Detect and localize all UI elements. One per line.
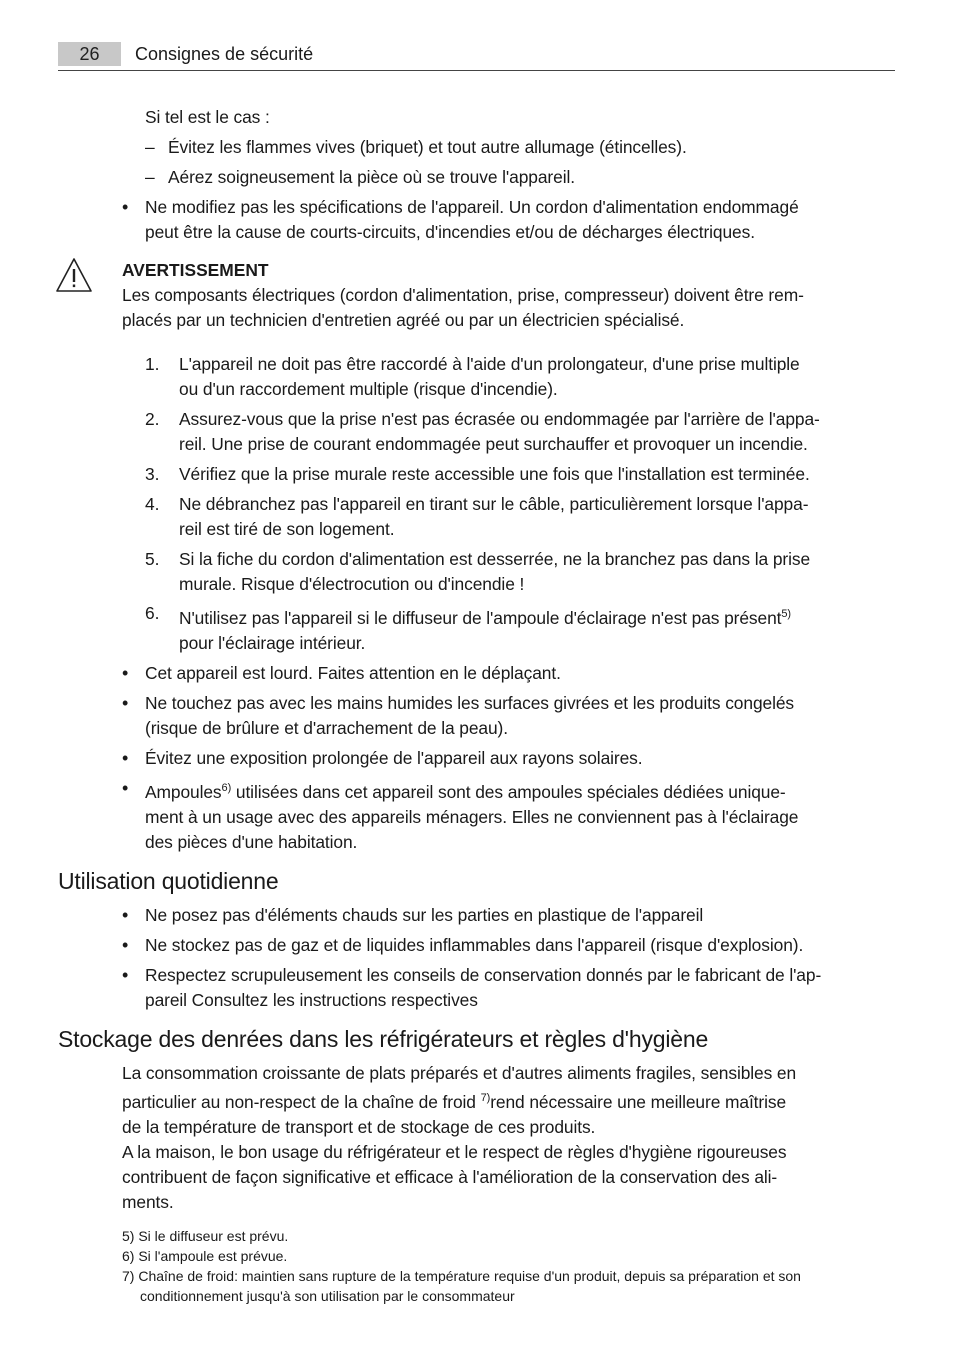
footnote-ref-7: 7) [480,1092,491,1105]
bullet-marker: • [122,905,129,925]
bullet-bulbs-line-2: ment à un usage avec des appareils ménagers. Elles ne conviennent pas à l'éclairage [145,807,799,827]
bullet-heavy: Cet appareil est lourd. Faites attention en le déplaçant. [145,663,561,683]
storage-para-2-line-2: contribuent de façon significative et efficace à l'amélioration de la conservation des ali- [122,1167,778,1187]
numbered-item-6-line-1 [179,606,791,631]
list-number: 5. [145,549,160,569]
dash-marker: – [145,137,155,157]
storage-text-a: particulier au non-respect de la chaîne de froid [122,1092,481,1112]
footnote-5: 5) Si le diffuseur est prévu. [122,1228,289,1244]
intro-dash-1: Évitez les flammes vives (briquet) et tout autre allumage (étincelles). [168,137,687,157]
page-number: 26 [58,42,121,66]
section-title-daily-use: Utilisation quotidienne [58,868,279,894]
numbered-item-2-line-1: Assurez-vous que la prise n'est pas écrasée ou endommagée par l'arrière de l'appa- [179,409,820,429]
list-number: 1. [145,354,160,374]
intro-lead: Si tel est le cas : [145,107,270,127]
warning-line-1: Les composants électriques (cordon d'alimentation, prise, compresseur) doivent être rem- [122,285,804,305]
bullet-marker: • [122,197,129,217]
bullet-marker: • [122,693,129,713]
storage-para-1-line-1: La consommation croissante de plats préparés et d'autres aliments fragiles, sensibles en [122,1063,797,1083]
storage-para-2-line-3: ments. [122,1192,174,1212]
warning-triangle-icon [54,256,94,294]
numbered-item-2-line-2: reil. Une prise de courant endommagée peut surchauffer et provoquer un incendie. [179,434,808,454]
list-number: 4. [145,494,160,514]
intro-dash-2: Aérez soigneusement la pièce où se trouve l'appareil. [168,167,575,187]
daily-bullet-2: Ne stockez pas de gaz et de liquides inflammables dans l'appareil (risque d'explosion). [145,935,804,955]
bullet-marker: • [122,778,129,798]
storage-para-1-line-3: de la température de transport et de stockage de ces produits. [122,1117,596,1137]
numbered-item-4-line-1: Ne débranchez pas l'appareil en tirant sur le câble, particulièrement lorsque l'appa- [179,494,809,514]
daily-bullet-1: Ne posez pas d'éléments chauds sur les parties en plastique de l'appareil [145,905,704,925]
bullet-sunlight: Évitez une exposition prolongée de l'appareil aux rayons solaires. [145,748,643,768]
numbered-item-5-line-2: murale. Risque d'électrocution ou d'incendie ! [179,574,525,594]
header-rule [58,70,895,71]
numbered-item-1-line-1: L'appareil ne doit pas être raccordé à l'aide d'un prolongateur, d'une prise multiple [179,354,800,374]
intro-bullet-1-line-2: peut être la cause de courts-circuits, d'incendies et/ou de décharges électriques. [145,222,755,242]
page-header [58,40,895,70]
numbered-item-6-text: N'utilisez pas l'appareil si le diffuseur de l'ampoule d'éclairage n'est pas présent [179,608,782,628]
footnote-7-line-1: 7) Chaîne de froid: maintien sans rupture de la température requise d'un produit, depuis sa préparation et son [122,1268,801,1284]
numbered-item-4-line-2: reil est tiré de son logement. [179,519,395,539]
bullet-marker: • [122,663,129,683]
bullet-bulbs-line-1 [145,780,786,805]
intro-bullet-1-line-1: Ne modifiez pas les spécifications de l'appareil. Un cordon d'alimentation endommagé [145,197,799,217]
footnote-ref-6: 6) [221,782,232,795]
numbered-item-5-line-1: Si la fiche du cordon d'alimentation est desserrée, ne la branchez pas dans la prise [179,549,811,569]
bullet-marker: • [122,748,129,768]
storage-text-b: rend nécessaire une meilleure maîtrise [490,1092,787,1112]
header-title: Consignes de sécurité [135,44,314,64]
list-number: 3. [145,464,160,484]
numbered-item-6-line-2: pour l'éclairage intérieur. [179,633,366,653]
bulbs-word: Ampoules [145,782,222,802]
bullet-wet-hands-line-1: Ne touchez pas avec les mains humides les surfaces givrées et les produits congelés [145,693,795,713]
bullet-marker: • [122,965,129,985]
bullet-wet-hands-line-2: (risque de brûlure et d'arrachement de la peau). [145,718,508,738]
bullet-marker: • [122,935,129,955]
warning-line-2: placés par un technicien d'entretien agréé ou par un électricien spécialisé. [122,310,685,330]
bullet-bulbs-line-3: des pièces d'une habitation. [145,832,358,852]
storage-para-2-line-1: A la maison, le bon usage du réfrigérateur et le respect de règles d'hygiène rigoureuses [122,1142,787,1162]
list-number: 6. [145,603,160,623]
dash-marker: – [145,167,155,187]
storage-para-1-line-2 [122,1090,786,1115]
list-number: 2. [145,409,160,429]
numbered-item-3-line-1: Vérifiez que la prise murale reste accessible une fois que l'installation est terminée. [179,464,810,484]
daily-bullet-3-line-1: Respectez scrupuleusement les conseils de conservation donnés par le fabricant de l'ap- [145,965,822,985]
bulbs-text: utilisées dans cet appareil sont des ampoules spéciales dédiées unique- [231,782,786,802]
numbered-item-1-line-2: ou d'un raccordement multiple (risque d'incendie). [179,379,558,399]
section-title-storage-hygiene: Stockage des denrées dans les réfrigérateurs et règles d'hygiène [58,1026,709,1052]
footnote-ref-5: 5) [781,608,791,621]
footnote-7-line-2: conditionnement jusqu'à son utilisation par le consommateur [140,1288,515,1304]
warning-title: AVERTISSEMENT [122,260,269,280]
footnote-6: 6) Si l'ampoule est prévue. [122,1248,288,1264]
daily-bullet-3-line-2: pareil Consultez les instructions respectives [145,990,478,1010]
